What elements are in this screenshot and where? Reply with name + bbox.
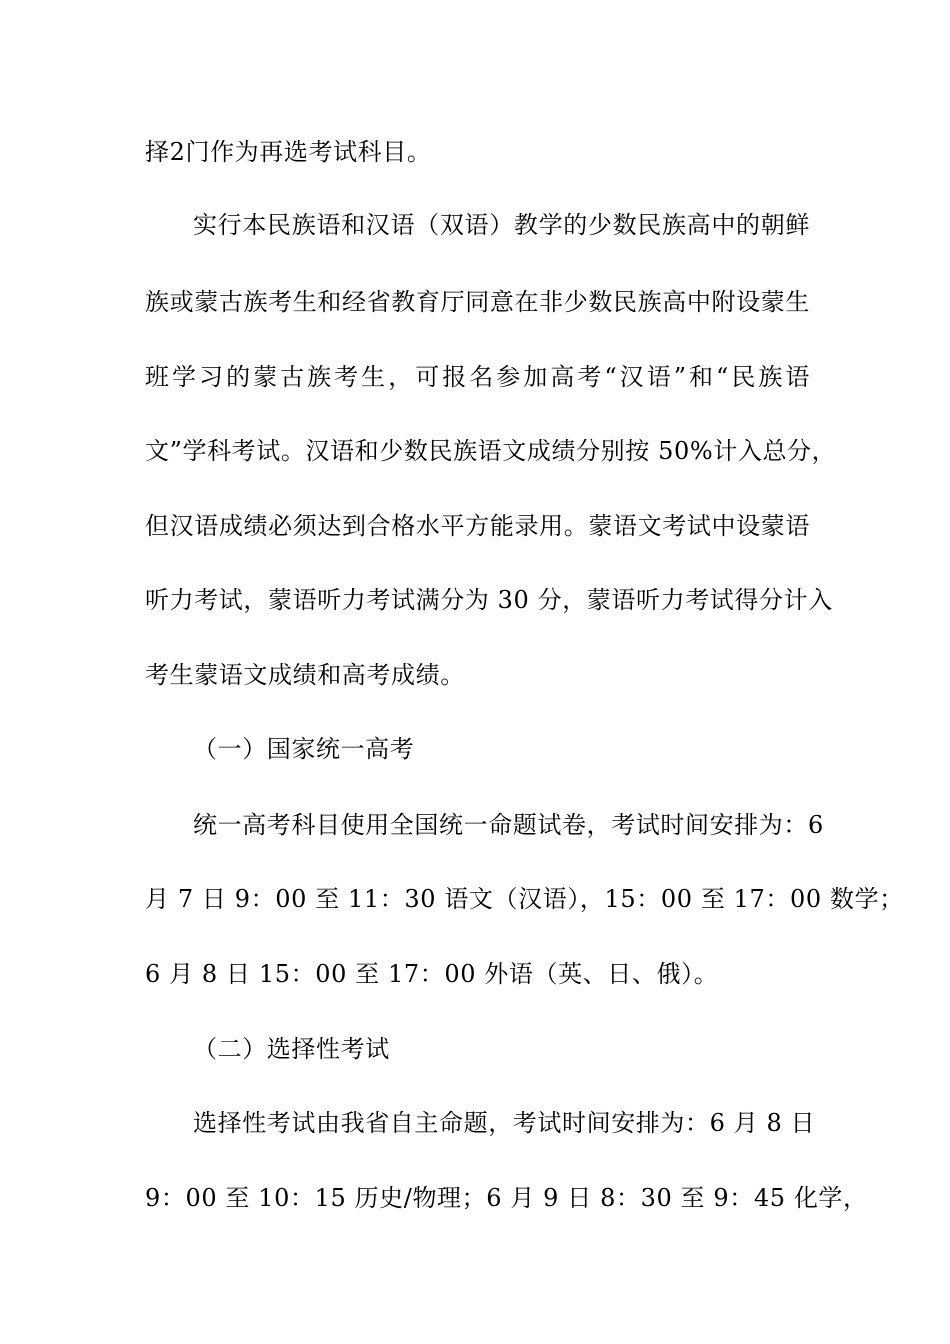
text-line: 6 月 8 日 15：00 至 17：00 外语（英、日、俄）。 bbox=[145, 960, 719, 988]
text-line: 月 7 日 9：00 至 11：30 语文（汉语），15：00 至 17：00 数学； bbox=[145, 885, 904, 913]
paragraph-start: 选择性考试由我省自主命题，考试时间安排为：6 月 8 日 bbox=[193, 1109, 816, 1137]
text-line: 族或蒙古族考生和经省教育厅同意在非少数民族高中附设蒙生 bbox=[145, 288, 810, 316]
text-line: 听力考试，蒙语听力考试满分为 30 分，蒙语听力考试得分计入 bbox=[145, 586, 833, 614]
section-heading: （一）国家统一高考 bbox=[193, 735, 415, 763]
text-line: 考生蒙语文成绩和高考成绩。 bbox=[145, 661, 465, 689]
text-line: 但汉语成绩必须达到合格水平方能录用。蒙语文考试中设蒙语 bbox=[145, 512, 810, 540]
text-line: 班学习的蒙古族考生，可报名参加高考“汉语”和“民族语 bbox=[145, 363, 810, 391]
text-line: 9：00 至 10：15 历史/物理；6 月 9 日 8：30 至 9：45 化学， bbox=[145, 1184, 868, 1212]
section-heading: （二）选择性考试 bbox=[193, 1035, 390, 1063]
text-line: 文”学科考试。汉语和少数民族语文成绩分别按 50%计入总分， bbox=[145, 437, 837, 465]
paragraph-start: 统一高考科目使用全国统一命题试卷，考试时间安排为：6 bbox=[193, 811, 824, 839]
paragraph-start: 实行本民族语和汉语（双语）教学的少数民族高中的朝鲜 bbox=[193, 211, 810, 239]
text-line: 择2门作为再选考试科目。 bbox=[145, 138, 432, 166]
